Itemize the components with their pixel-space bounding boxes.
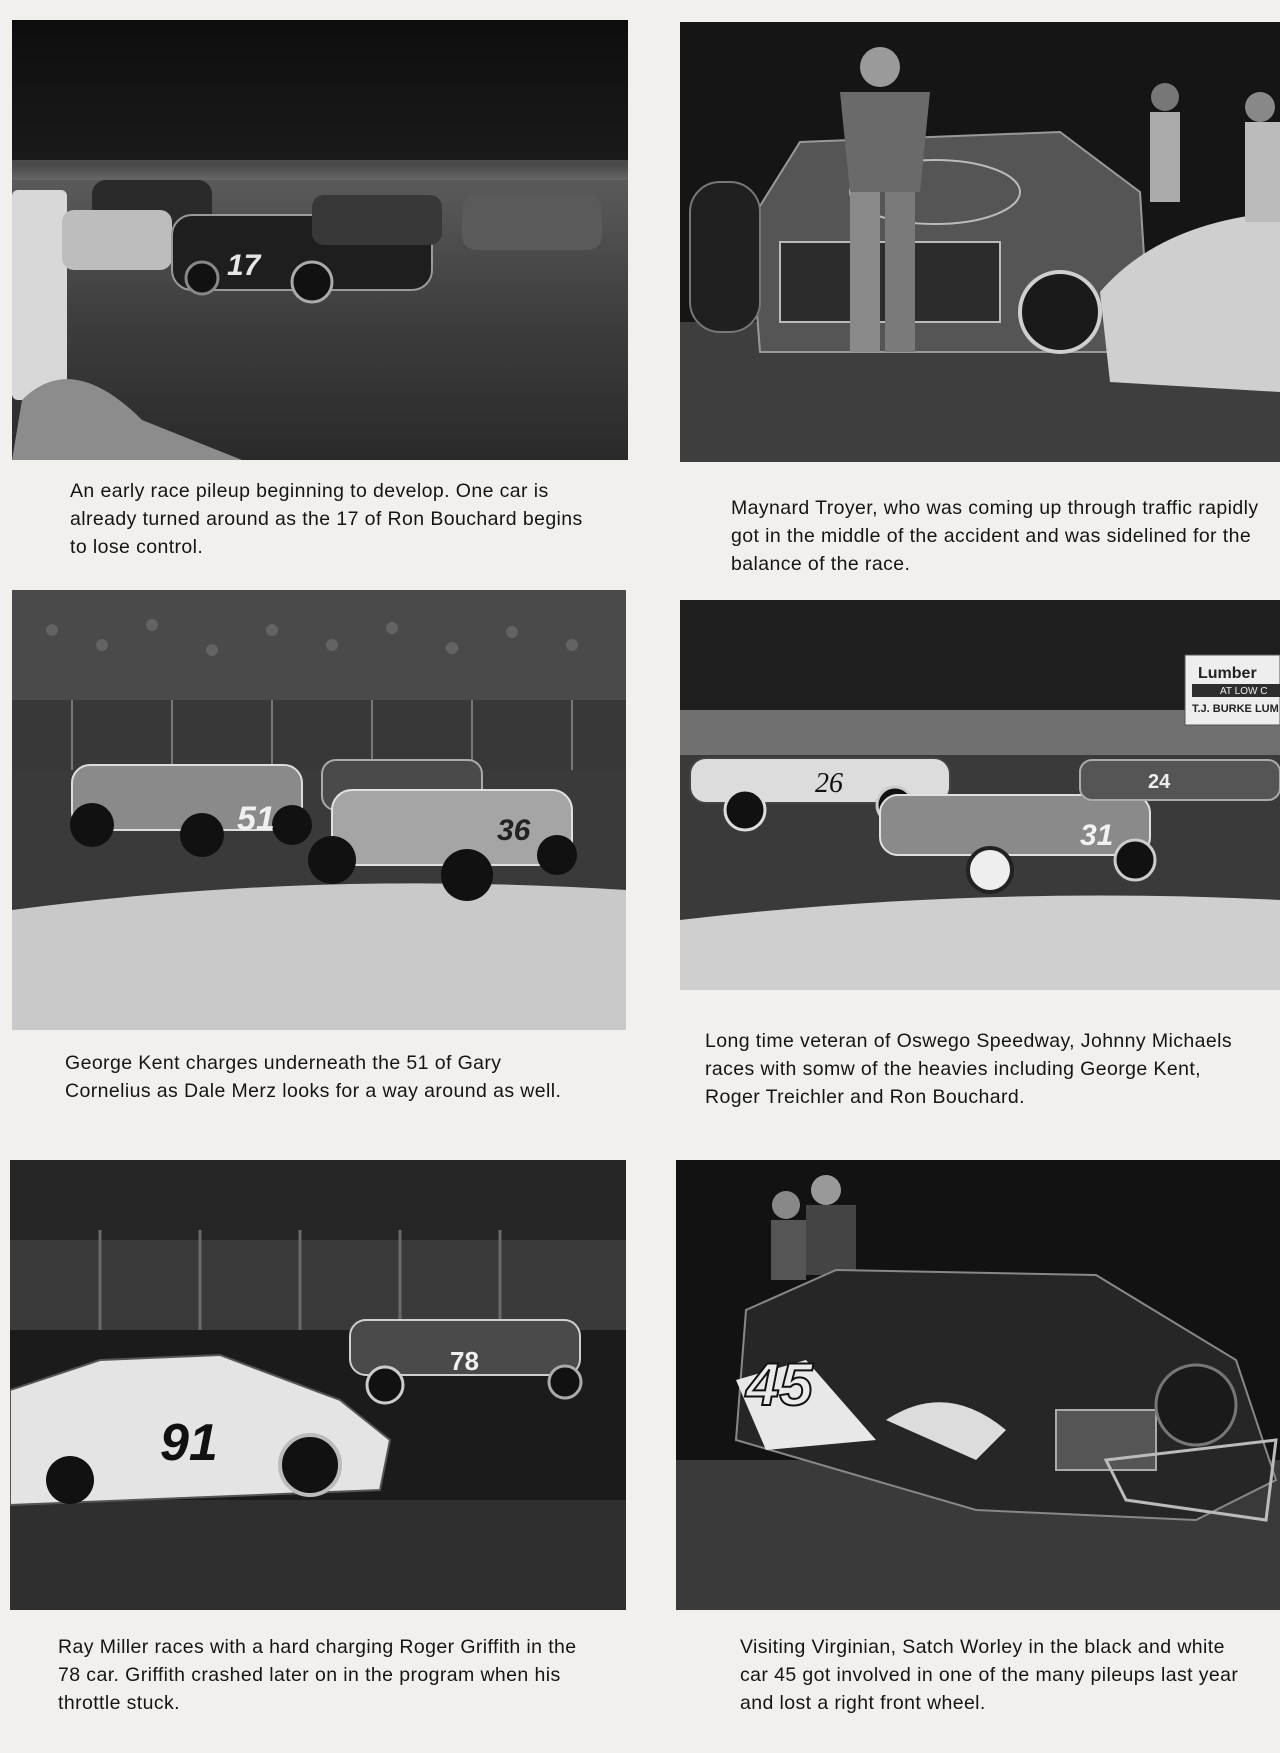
car-number-24: 24 (1148, 771, 1171, 793)
car-number-17: 17 (227, 249, 261, 282)
photo-satch-worley-wreck (676, 1160, 1280, 1610)
caption-johnny-michaels: Long time veteran of Oswego Speedway, Johnny Michaels races with somw of the heavies including George Kent, Roger Treichler and Ron Bouchard. (705, 1030, 1233, 1108)
lumber-sign-subtitle: AT LOW C (1220, 686, 1268, 697)
caption-george-kent: George Kent charges underneath the 51 of Gary Cornelius as Dale Merz looks for a way around as well. (65, 1052, 562, 1102)
car-number-78: 78 (450, 1346, 479, 1376)
photo-ray-miller-race (10, 1160, 626, 1610)
lumber-sign (1185, 655, 1280, 725)
caption-early-pileup: An early race pileup beginning to develop. One car is already turned around as the 17 of Ron Bouchard begins to lose control. (70, 480, 583, 558)
car-number-51: 51 (237, 800, 275, 838)
photo-maynard-troyer-accident (680, 22, 1280, 462)
caption-maynard-troyer: Maynard Troyer, who was coming up through traffic rapidly got in the middle of the accident and was sidelined for the balance of the race. (731, 497, 1259, 575)
lumber-sign-title: Lumber (1198, 665, 1257, 682)
car-number-91: 91 (160, 1414, 218, 1472)
photo-george-kent-charge (12, 590, 626, 1030)
lumber-sign-company: T.J. BURKE LUM (1192, 703, 1279, 715)
car-number-31: 31 (1080, 819, 1114, 852)
car-number-45: 45 (746, 1351, 813, 1418)
photo-early-pileup (12, 20, 628, 460)
car-number-36: 36 (497, 814, 531, 847)
photo-johnny-michaels-race (680, 600, 1280, 990)
caption-satch-worley: Visiting Virginian, Satch Worley in the black and white car 45 got involved in one of the many pileups last year and lost a right front wheel. (740, 1636, 1239, 1714)
caption-ray-miller: Ray Miller races with a hard charging Roger Griffith in the 78 car. Griffith crashed later on in the program when his throttle stuck. (58, 1636, 577, 1714)
car-number-26: 26 (815, 768, 843, 799)
